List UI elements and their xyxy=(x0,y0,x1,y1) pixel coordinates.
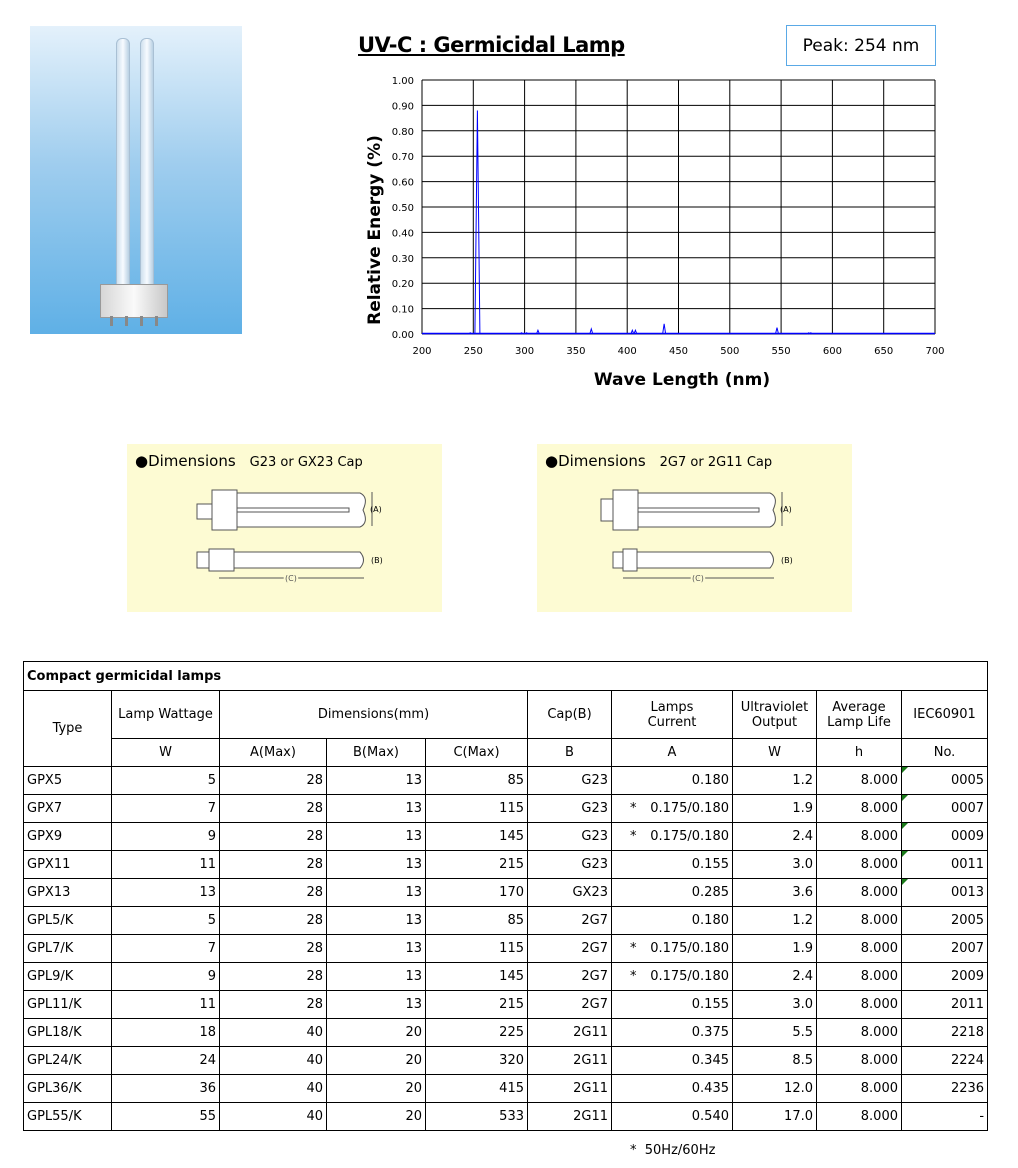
cell-flag-icon xyxy=(902,879,908,885)
type-cell: GPL36/K xyxy=(24,1075,112,1103)
current-cell: 0.285 xyxy=(612,879,733,907)
x-tick-label: 300 xyxy=(515,346,535,357)
iec-no-cell: 2005 xyxy=(902,907,988,935)
cap-label: 2G7 or 2G11 Cap xyxy=(659,455,773,470)
cell-flag-icon xyxy=(902,851,908,857)
table-row xyxy=(24,823,988,851)
b-max-cell: 13 xyxy=(327,795,426,823)
chart-title: UV-C : Germicidal Lamp xyxy=(358,33,625,57)
cell-flag-icon xyxy=(902,823,908,829)
wattage-cell: 7 xyxy=(112,935,220,963)
dimensions-2g7-panel xyxy=(537,444,852,612)
header-wattage: Lamp Wattage xyxy=(112,691,220,739)
type-cell: GPL7/K xyxy=(24,935,112,963)
current-cell: 0.375 xyxy=(612,1019,733,1047)
b-max-cell: 20 xyxy=(327,1047,426,1075)
a-max-cell: 28 xyxy=(220,963,327,991)
iec-no-cell: 2011 xyxy=(902,991,988,1019)
asterisk-mark: * xyxy=(630,801,637,816)
current-cell: * 0.175/0.180 xyxy=(612,963,733,991)
uv-output-cell: 12.0 xyxy=(733,1075,817,1103)
lamp-life-cell: 8.000 xyxy=(817,935,902,963)
c-max-cell: 145 xyxy=(426,963,528,991)
table-row xyxy=(24,1075,988,1103)
y-tick-label: 0.00 xyxy=(391,330,414,341)
peak-label: Peak: 254 nm xyxy=(786,25,936,66)
svg-text:(C): (C) xyxy=(285,574,297,583)
a-max-cell: 28 xyxy=(220,935,327,963)
current-cell: 0.435 xyxy=(612,1075,733,1103)
table-row xyxy=(24,991,988,1019)
y-axis-label: Relative Energy (%) xyxy=(365,135,385,325)
x-tick-label: 700 xyxy=(925,346,945,357)
y-tick-label: 0.40 xyxy=(391,228,414,240)
cap-cell: G23 xyxy=(528,851,612,879)
cap-cell: 2G7 xyxy=(528,991,612,1019)
cap-cell: G23 xyxy=(528,767,612,795)
cap-cell: 2G11 xyxy=(528,1047,612,1075)
a-max-cell: 28 xyxy=(220,795,327,823)
unit-cell: W xyxy=(112,739,220,767)
y-tick-label: 0.80 xyxy=(391,126,414,138)
type-cell: GPX13 xyxy=(24,879,112,907)
current-cell: * 0.175/0.180 xyxy=(612,823,733,851)
y-tick-label: 0.90 xyxy=(391,101,414,113)
uv-output-cell: 3.6 xyxy=(733,879,817,907)
type-cell: GPX11 xyxy=(24,851,112,879)
wattage-cell: 9 xyxy=(112,963,220,991)
x-tick-label: 250 xyxy=(463,346,483,357)
dimensions-heading: ●Dimensions xyxy=(545,452,646,470)
iec-no-cell: 0011 xyxy=(902,851,988,879)
lamp-photo xyxy=(30,26,242,334)
spectrum-peak xyxy=(475,110,480,334)
uv-output-cell: 2.4 xyxy=(733,963,817,991)
y-tick-label: 0.10 xyxy=(391,304,414,316)
cell-flag-icon xyxy=(902,767,908,773)
unit-cell: A(Max) xyxy=(220,739,327,767)
unit-cell: h xyxy=(817,739,902,767)
uv-output-cell: 5.5 xyxy=(733,1019,817,1047)
table-row xyxy=(24,795,988,823)
a-max-cell: 28 xyxy=(220,823,327,851)
uv-output-cell: 2.4 xyxy=(733,823,817,851)
lamp-spec-table xyxy=(23,661,988,1131)
lamp-life-cell: 8.000 xyxy=(817,1019,902,1047)
b-max-cell: 13 xyxy=(327,823,426,851)
y-tick-label: 1.00 xyxy=(391,76,414,87)
b-max-cell: 20 xyxy=(327,1103,426,1131)
current-cell: 0.155 xyxy=(612,851,733,879)
x-axis-label: Wave Length (nm) xyxy=(593,370,771,390)
iec-no-cell: 0009 xyxy=(902,823,988,851)
wattage-cell: 9 xyxy=(112,823,220,851)
svg-text:(A): (A) xyxy=(370,505,382,514)
svg-text:(B): (B) xyxy=(781,556,793,565)
wattage-cell: 55 xyxy=(112,1103,220,1131)
a-max-cell: 40 xyxy=(220,1019,327,1047)
header-uv-output: Ultraviolet Output xyxy=(733,691,817,739)
spectrum-chart xyxy=(340,70,960,400)
type-cell: GPX7 xyxy=(24,795,112,823)
lamp-tube xyxy=(116,38,130,290)
table-row xyxy=(24,851,988,879)
asterisk-mark: * xyxy=(630,829,637,844)
c-max-cell: 145 xyxy=(426,823,528,851)
svg-text:(A): (A) xyxy=(780,505,792,514)
wattage-cell: 5 xyxy=(112,907,220,935)
header-type: Type xyxy=(24,691,112,767)
unit-cell: W xyxy=(733,739,817,767)
type-cell: GPL9/K xyxy=(24,963,112,991)
unit-cell: C(Max) xyxy=(426,739,528,767)
uv-output-cell: 17.0 xyxy=(733,1103,817,1131)
table-row xyxy=(24,907,988,935)
a-max-cell: 28 xyxy=(220,991,327,1019)
cap-cell: G23 xyxy=(528,795,612,823)
table-row xyxy=(24,963,988,991)
units-row xyxy=(24,739,988,767)
iec-no-cell: 2224 xyxy=(902,1047,988,1075)
lamp-life-cell: 8.000 xyxy=(817,991,902,1019)
c-max-cell: 215 xyxy=(426,851,528,879)
b-max-cell: 20 xyxy=(327,1019,426,1047)
current-cell: 0.180 xyxy=(612,907,733,935)
lamp-life-cell: 8.000 xyxy=(817,1047,902,1075)
current-cell: 0.345 xyxy=(612,1047,733,1075)
iec-no-cell: 2236 xyxy=(902,1075,988,1103)
c-max-cell: 533 xyxy=(426,1103,528,1131)
dimensions-g23-panel xyxy=(127,444,442,612)
lamp-life-cell: 8.000 xyxy=(817,1075,902,1103)
uv-output-cell: 3.0 xyxy=(733,991,817,1019)
cap-cell: 2G11 xyxy=(528,1075,612,1103)
type-cell: GPL24/K xyxy=(24,1047,112,1075)
dimensions-heading: ●Dimensions xyxy=(135,452,236,470)
c-max-cell: 415 xyxy=(426,1075,528,1103)
lamp-life-cell: 8.000 xyxy=(817,795,902,823)
y-tick-label: 0.70 xyxy=(391,152,414,164)
current-cell: 0.540 xyxy=(612,1103,733,1131)
iec-no-cell: 2009 xyxy=(902,963,988,991)
wattage-cell: 24 xyxy=(112,1047,220,1075)
current-cell: 0.155 xyxy=(612,991,733,1019)
c-max-cell: 225 xyxy=(426,1019,528,1047)
iec-no-cell: - xyxy=(902,1103,988,1131)
header-cap: Cap(B) xyxy=(528,691,612,739)
y-tick-label: 0.30 xyxy=(391,253,414,265)
x-tick-label: 400 xyxy=(617,346,637,357)
wattage-cell: 11 xyxy=(112,991,220,1019)
unit-cell: A xyxy=(612,739,733,767)
a-max-cell: 28 xyxy=(220,851,327,879)
type-cell: GPX9 xyxy=(24,823,112,851)
uv-output-cell: 8.5 xyxy=(733,1047,817,1075)
b-max-cell: 13 xyxy=(327,879,426,907)
lamp-life-cell: 8.000 xyxy=(817,851,902,879)
type-cell: GPL11/K xyxy=(24,991,112,1019)
b-max-cell: 13 xyxy=(327,963,426,991)
type-cell: GPL18/K xyxy=(24,1019,112,1047)
header-dimensions: Dimensions(mm) xyxy=(220,691,528,739)
x-tick-label: 350 xyxy=(566,346,586,357)
unit-cell: B xyxy=(528,739,612,767)
table-row xyxy=(24,1019,988,1047)
x-tick-label: 200 xyxy=(412,346,432,357)
lamp-life-cell: 8.000 xyxy=(817,907,902,935)
b-max-cell: 13 xyxy=(327,851,426,879)
c-max-cell: 215 xyxy=(426,991,528,1019)
wattage-cell: 36 xyxy=(112,1075,220,1103)
x-tick-label: 600 xyxy=(822,346,842,357)
b-max-cell: 20 xyxy=(327,1075,426,1103)
table-row xyxy=(24,935,988,963)
lamp-life-cell: 8.000 xyxy=(817,767,902,795)
current-cell: 0.180 xyxy=(612,767,733,795)
lamp-dimension-drawing xyxy=(537,444,852,612)
uv-output-cell: 1.2 xyxy=(733,767,817,795)
wattage-cell: 7 xyxy=(112,795,220,823)
table-row xyxy=(24,879,988,907)
b-max-cell: 13 xyxy=(327,767,426,795)
unit-cell: No. xyxy=(902,739,988,767)
cap-cell: 2G7 xyxy=(528,935,612,963)
asterisk-mark: * xyxy=(630,941,637,956)
c-max-cell: 85 xyxy=(426,907,528,935)
a-max-cell: 40 xyxy=(220,1047,327,1075)
c-max-cell: 320 xyxy=(426,1047,528,1075)
spectrum-peak xyxy=(663,324,666,334)
x-tick-label: 550 xyxy=(771,346,791,357)
x-tick-label: 650 xyxy=(874,346,894,357)
uv-output-cell: 3.0 xyxy=(733,851,817,879)
wattage-cell: 5 xyxy=(112,767,220,795)
table-row xyxy=(24,1047,988,1075)
uv-output-cell: 1.2 xyxy=(733,907,817,935)
table-row xyxy=(24,767,988,795)
lamp-life-cell: 8.000 xyxy=(817,823,902,851)
cap-cell: 2G11 xyxy=(528,1103,612,1131)
iec-no-cell: 0013 xyxy=(902,879,988,907)
header-current: Lamps Current xyxy=(612,691,733,739)
iec-no-cell: 2007 xyxy=(902,935,988,963)
cell-flag-icon xyxy=(902,795,908,801)
a-max-cell: 28 xyxy=(220,879,327,907)
iec-no-cell: 2218 xyxy=(902,1019,988,1047)
x-tick-label: 500 xyxy=(720,346,740,357)
c-max-cell: 85 xyxy=(426,767,528,795)
type-cell: GPL55/K xyxy=(24,1103,112,1131)
cap-cell: 2G11 xyxy=(528,1019,612,1047)
iec-no-cell: 0005 xyxy=(902,767,988,795)
header-lamp-life: Average Lamp Life xyxy=(817,691,902,739)
wattage-cell: 11 xyxy=(112,851,220,879)
uv-output-cell: 1.9 xyxy=(733,795,817,823)
type-cell: GPX5 xyxy=(24,767,112,795)
wattage-cell: 13 xyxy=(112,879,220,907)
table-row xyxy=(24,1103,988,1131)
uv-output-cell: 1.9 xyxy=(733,935,817,963)
svg-text:(B): (B) xyxy=(371,556,383,565)
x-tick-label: 450 xyxy=(668,346,689,357)
current-cell: * 0.175/0.180 xyxy=(612,935,733,963)
b-max-cell: 13 xyxy=(327,991,426,1019)
a-max-cell: 40 xyxy=(220,1103,327,1131)
c-max-cell: 170 xyxy=(426,879,528,907)
svg-text:(C): (C) xyxy=(692,574,704,583)
lamp-dimension-drawing xyxy=(127,444,442,612)
type-cell: GPL5/K xyxy=(24,907,112,935)
unit-cell: B(Max) xyxy=(327,739,426,767)
a-max-cell: 40 xyxy=(220,1075,327,1103)
footnote: * 50Hz/60Hz xyxy=(630,1143,716,1158)
current-cell: * 0.175/0.180 xyxy=(612,795,733,823)
lamp-tube xyxy=(140,38,154,290)
lamp-life-cell: 8.000 xyxy=(817,963,902,991)
cap-cell: G23 xyxy=(528,823,612,851)
asterisk-mark: * xyxy=(630,969,637,984)
b-max-cell: 13 xyxy=(327,935,426,963)
iec-no-cell: 0007 xyxy=(902,795,988,823)
b-max-cell: 13 xyxy=(327,907,426,935)
table-title: Compact germicidal lamps xyxy=(24,662,988,691)
c-max-cell: 115 xyxy=(426,935,528,963)
header-iec: IEC60901 xyxy=(902,691,988,739)
y-tick-label: 0.50 xyxy=(391,203,414,214)
y-tick-label: 0.60 xyxy=(391,177,414,189)
lamp-life-cell: 8.000 xyxy=(817,1103,902,1131)
y-tick-label: 0.20 xyxy=(391,279,414,291)
a-max-cell: 28 xyxy=(220,767,327,795)
lamp-base xyxy=(100,284,168,318)
cap-label: G23 or GX23 Cap xyxy=(249,455,363,470)
cap-cell: 2G7 xyxy=(528,907,612,935)
lamp-life-cell: 8.000 xyxy=(817,879,902,907)
a-max-cell: 28 xyxy=(220,907,327,935)
wattage-cell: 18 xyxy=(112,1019,220,1047)
cap-cell: GX23 xyxy=(528,879,612,907)
cap-cell: 2G7 xyxy=(528,963,612,991)
c-max-cell: 115 xyxy=(426,795,528,823)
